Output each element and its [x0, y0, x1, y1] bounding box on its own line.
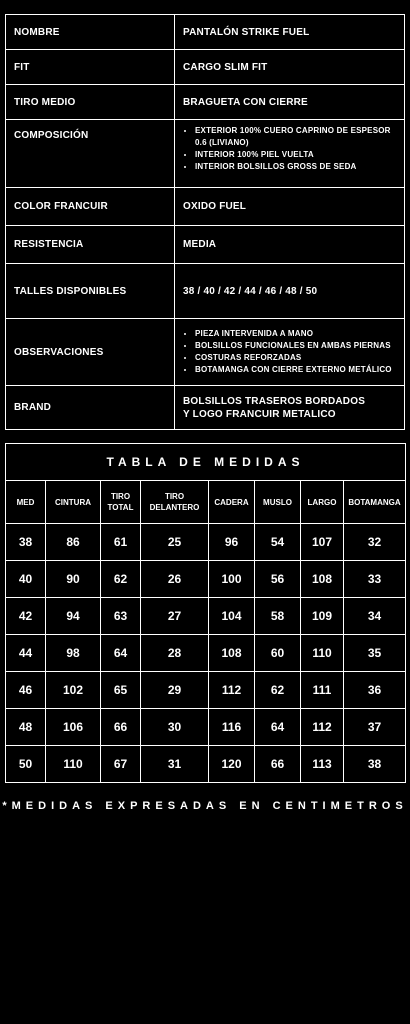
list-item: • INTERIOR BOLSILLOS GROSS DE SEDA — [195, 161, 396, 173]
column-header: LARGO — [301, 481, 344, 524]
table-cell: 107 — [301, 524, 344, 561]
column-header: MED — [6, 481, 46, 524]
column-header: TIRO TOTAL — [101, 481, 141, 524]
spec-label: RESISTENCIA — [6, 226, 175, 264]
table-cell: 116 — [209, 709, 255, 746]
spec-row-brand — [6, 386, 405, 430]
table-cell: 63 — [101, 598, 141, 635]
size-chart-title-row — [6, 444, 406, 481]
column-header: MUSLO — [255, 481, 301, 524]
table-cell: 94 — [46, 598, 101, 635]
table-cell: 29 — [141, 672, 209, 709]
table-cell: 64 — [101, 635, 141, 672]
table-row — [6, 746, 406, 783]
spec-value — [175, 386, 405, 430]
table-cell: 61 — [101, 524, 141, 561]
spec-value: CARGO SLIM FIT — [175, 50, 405, 85]
table-cell: 109 — [301, 598, 344, 635]
spec-value: 38 / 40 / 42 / 44 / 46 / 48 / 50 — [175, 264, 405, 319]
table-row — [6, 672, 406, 709]
spec-label: OBSERVACIONES — [6, 319, 175, 386]
table-cell: 100 — [209, 561, 255, 598]
spec-row-tiro-medio — [6, 85, 405, 120]
table-cell: 32 — [344, 524, 406, 561]
table-cell: 48 — [6, 709, 46, 746]
table-cell: 96 — [209, 524, 255, 561]
table-cell: 56 — [255, 561, 301, 598]
table-cell: 106 — [46, 709, 101, 746]
table-cell: 44 — [6, 635, 46, 672]
spec-value-list — [175, 120, 405, 188]
table-row — [6, 598, 406, 635]
table-cell: 46 — [6, 672, 46, 709]
spec-value: MEDIA — [175, 226, 405, 264]
table-cell: 66 — [255, 746, 301, 783]
list-item: • EXTERIOR 100% CUERO CAPRINO DE ESPESOR 0.6 (LIVIANO) — [195, 125, 396, 149]
brand-line: BOLSILLOS TRASEROS BORDADOS — [183, 395, 366, 407]
table-cell: 110 — [301, 635, 344, 672]
table-cell: 111 — [301, 672, 344, 709]
column-header: CINTURA — [46, 481, 101, 524]
size-chart-title: TABLA DE MEDIDAS — [6, 444, 406, 481]
table-cell: 31 — [141, 746, 209, 783]
list-item: • BOLSILLOS FUNCIONALES EN AMBAS PIERNAS — [195, 340, 396, 352]
table-cell: 86 — [46, 524, 101, 561]
footnote: *MEDIDAS EXPRESADAS EN CENTIMETROS — [2, 800, 408, 812]
spec-label: NOMBRE — [6, 15, 175, 50]
table-cell: 37 — [344, 709, 406, 746]
brand-line: Y LOGO FRANCUIR METALICO — [183, 408, 336, 420]
table-row — [6, 561, 406, 598]
table-row — [6, 524, 406, 561]
size-chart-body — [6, 524, 406, 783]
spec-label: BRAND — [6, 386, 175, 430]
spec-row-color — [6, 188, 405, 226]
table-cell: 54 — [255, 524, 301, 561]
list-item: • INTERIOR 100% PIEL VUELTA — [195, 149, 396, 161]
table-cell: 104 — [209, 598, 255, 635]
table-row — [6, 709, 406, 746]
spec-label: FIT — [6, 50, 175, 85]
table-cell: 33 — [344, 561, 406, 598]
table-cell: 62 — [101, 561, 141, 598]
list-item: • BOTAMANGA CON CIERRE EXTERNO METÁLICO — [195, 364, 396, 376]
table-cell: 30 — [141, 709, 209, 746]
spec-row-talles — [6, 264, 405, 319]
spec-label: COMPOSICIÓN — [6, 120, 175, 188]
table-cell: 36 — [344, 672, 406, 709]
table-cell: 67 — [101, 746, 141, 783]
list-item: • PIEZA INTERVENIDA A MANO — [195, 328, 396, 340]
table-cell: 66 — [101, 709, 141, 746]
spec-row-nombre — [6, 15, 405, 50]
table-cell: 58 — [255, 598, 301, 635]
spec-value: PANTALÓN STRIKE FUEL — [175, 15, 405, 50]
table-cell: 38 — [6, 524, 46, 561]
table-cell: 62 — [255, 672, 301, 709]
table-cell: 25 — [141, 524, 209, 561]
table-cell: 26 — [141, 561, 209, 598]
table-cell: 113 — [301, 746, 344, 783]
table-cell: 27 — [141, 598, 209, 635]
size-chart-table — [5, 443, 406, 783]
table-cell: 28 — [141, 635, 209, 672]
table-cell: 112 — [209, 672, 255, 709]
table-cell: 40 — [6, 561, 46, 598]
table-cell: 64 — [255, 709, 301, 746]
list-item: • COSTURAS REFORZADAS — [195, 352, 396, 364]
spec-value: OXIDO FUEL — [175, 188, 405, 226]
spec-label: TALLES DISPONIBLES — [6, 264, 175, 319]
spec-label: COLOR FRANCUIR — [6, 188, 175, 226]
table-cell: 65 — [101, 672, 141, 709]
table-cell: 108 — [301, 561, 344, 598]
table-cell: 34 — [344, 598, 406, 635]
table-cell: 42 — [6, 598, 46, 635]
table-cell: 102 — [46, 672, 101, 709]
table-cell: 60 — [255, 635, 301, 672]
table-cell: 108 — [209, 635, 255, 672]
spec-table — [5, 14, 405, 430]
table-cell: 38 — [344, 746, 406, 783]
table-cell: 35 — [344, 635, 406, 672]
table-cell: 50 — [6, 746, 46, 783]
spec-row-resistencia — [6, 226, 405, 264]
table-cell: 110 — [46, 746, 101, 783]
table-cell: 90 — [46, 561, 101, 598]
table-cell: 112 — [301, 709, 344, 746]
column-header: CADERA — [209, 481, 255, 524]
table-cell: 98 — [46, 635, 101, 672]
spec-value: BRAGUETA CON CIERRE — [175, 85, 405, 120]
spec-row-fit — [6, 50, 405, 85]
table-cell: 120 — [209, 746, 255, 783]
size-chart-header-row — [6, 481, 406, 524]
column-header: BOTAMANGA — [344, 481, 406, 524]
spec-label: TIRO MEDIO — [6, 85, 175, 120]
table-row — [6, 635, 406, 672]
column-header: TIRO DELANTERO — [141, 481, 209, 524]
spec-row-observaciones — [6, 319, 405, 386]
spec-value-list — [175, 319, 405, 386]
spec-row-composicion — [6, 120, 405, 188]
